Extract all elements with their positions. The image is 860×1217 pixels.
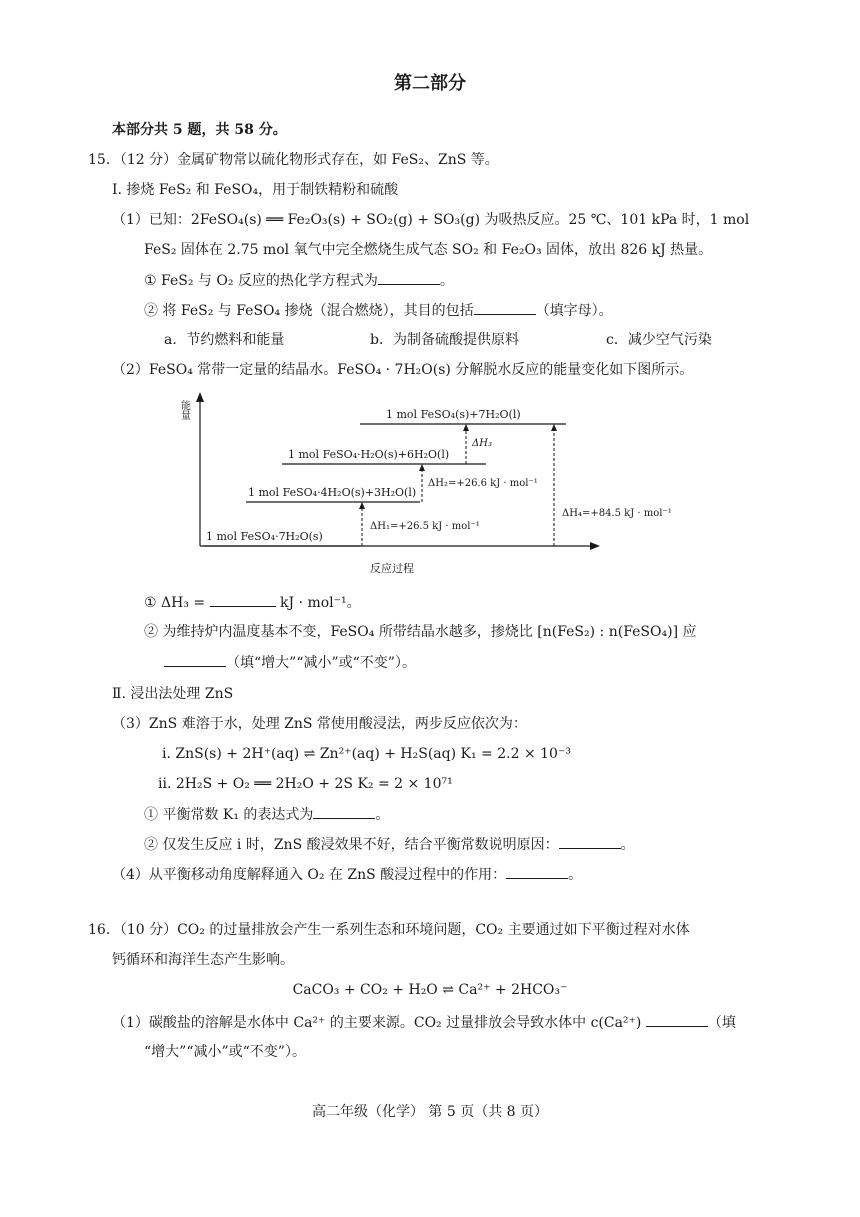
- q15-p3-sub2-end: 。: [620, 837, 635, 853]
- q15-p1-sub2-text: ② 将 FeS₂ 与 FeSO₄ 掺烧（混合燃烧），其目的包括: [144, 303, 474, 319]
- q15-p1-sub1: [144, 270, 454, 291]
- q15-p3-sub1: [144, 804, 389, 825]
- q15-p2-sub1-post: kJ · mol⁻¹。: [280, 595, 361, 611]
- q15-p1-line1: （1）已知：2FeSO₄(s) ══ Fe₂O₃(s) + SO₂(g) + SO₃(g) 为吸热反应。25 ℃、101 kPa 时，1 mol: [112, 212, 750, 228]
- q16-p1-line1-end: （填: [707, 1015, 736, 1031]
- dh3-label: ΔH₃: [472, 438, 492, 449]
- reaction-ii: ii. 2H₂S + O₂ ══ 2H₂O + 2S K₂ = 2 × 10⁷¹: [158, 776, 453, 792]
- section-intro: 本部分共 5 题，共 58 分。: [112, 122, 287, 138]
- q16-p1-line2: “增大”“减小”或“不变”）。: [144, 1044, 306, 1060]
- answer-blank[interactable]: [646, 1012, 708, 1027]
- option-b: b．为制备硫酸提供原料: [370, 332, 519, 348]
- level-label-1: 1 mol FeSO₄·4H₂O(s)+3H₂O(l): [248, 486, 417, 499]
- answer-blank[interactable]: [210, 592, 276, 607]
- q16-heading-line1: 16．（10 分）CO₂ 的过量排放会产生一系列生态和环境问题，CO₂ 主要通过如下平衡过程对水体: [88, 922, 690, 938]
- x-axis-label: 反应过程: [370, 562, 414, 575]
- q16-equation: CaCO₃ + CO₂ + H₂O ⇌ Ca²⁺ + 2HCO₃⁻: [292, 982, 568, 998]
- q15-p1-sub2: [144, 300, 613, 321]
- q16-heading-line2: 钙循环和海洋生态产生影响。: [112, 952, 294, 968]
- reaction-i: i. ZnS(s) + 2H⁺(aq) ⇌ Zn²⁺(aq) + H₂S(aq) K₁ = 2.2 × 10⁻³: [162, 746, 571, 762]
- answer-blank[interactable]: [506, 864, 568, 879]
- dh1-label: ΔH₁=+26.5 kJ · mol⁻¹: [370, 521, 480, 532]
- answer-blank[interactable]: [164, 652, 226, 667]
- q15-p2-sub2-line1: ② 为维持炉内温度基本不变，FeSO₄ 所带结晶水越多，掺烧比 [n(FeS₂) : n(FeSO₄)] 应: [144, 624, 697, 640]
- q15-section-1: Ⅰ. 掺烧 FeS₂ 和 FeSO₄，用于制铁精粉和硫酸: [112, 182, 399, 198]
- q15-p4: [112, 864, 582, 885]
- page-footer: 高二年级（化学） 第 5 页（共 8 页）: [311, 1104, 549, 1120]
- q15-p2-sub2-line2-text: （填“增大”“减小”或“不变”）。: [226, 655, 416, 671]
- q15-p3-line: （3）ZnS 难溶于水，处理 ZnS 常使用酸浸法，两步反应依次为：: [112, 716, 527, 732]
- level-label-2: 1 mol FeSO₄·H₂O(s)+6H₂O(l): [288, 448, 450, 461]
- answer-blank[interactable]: [378, 270, 440, 285]
- answer-blank[interactable]: [313, 804, 375, 819]
- q16-p1-line1-text: （1）碳酸盐的溶解是水体中 Ca²⁺ 的主要来源。CO₂ 过量排放会导致水体中 c(Ca²⁺): [112, 1015, 642, 1031]
- q15-p2-line: （2）FeSO₄ 常带一定量的结晶水。FeSO₄ · 7H₂O(s) 分解脱水反应的能量变化如下图所示。: [112, 362, 694, 378]
- energy-diagram: [170, 388, 690, 578]
- q15-p1-sub2-end: （填字母）。: [535, 303, 613, 319]
- option-a: a．节约燃料和能量: [164, 332, 285, 348]
- q15-p3-sub1-text: ① 平衡常数 K₁ 的表达式为: [144, 807, 314, 823]
- level-label-top: 1 mol FeSO₄(s)+7H₂O(l): [386, 408, 521, 421]
- q15-p2-sub2-line2: [164, 652, 416, 673]
- q15-p2-sub1-pre: ① ΔH₃ =: [144, 595, 206, 611]
- q15-section-2: Ⅱ. 浸出法处理 ZnS: [112, 686, 234, 702]
- q15-p3-sub1-end: 。: [375, 807, 390, 823]
- y-axis-label: 能量: [178, 400, 190, 420]
- q15-p4-text: （4）从平衡移动角度解释通入 O₂ 在 ZnS 酸浸过程中的作用：: [112, 867, 507, 883]
- y-axis-arrow: [196, 392, 204, 402]
- q15-p3-sub2: [144, 834, 635, 855]
- q15-p1-sub1-text: ① FeS₂ 与 O₂ 反应的热化学方程式为: [144, 273, 378, 289]
- dh4-label: ΔH₄=+84.5 kJ · mol⁻¹: [562, 508, 672, 519]
- answer-blank[interactable]: [559, 834, 621, 849]
- q15-p2-sub1: [144, 592, 361, 613]
- level-label-base: 1 mol FeSO₄·7H₂O(s): [206, 530, 323, 543]
- x-axis-arrow: [590, 542, 600, 550]
- q15-p4-end: 。: [568, 867, 583, 883]
- option-c: c．减少空气污染: [606, 332, 712, 348]
- answer-blank[interactable]: [474, 300, 536, 315]
- q15-p3-sub2-text: ② 仅发生反应 i 时，ZnS 酸浸效果不好，结合平衡常数说明原因：: [144, 837, 559, 853]
- q15-heading: 15．（12 分）金属矿物常以硫化物形式存在，如 FeS₂、ZnS 等。: [88, 152, 499, 168]
- q16-p1-line1: [112, 1012, 736, 1033]
- dh2-label: ΔH₂=+26.6 kJ · mol⁻¹: [428, 478, 538, 489]
- q15-p1-line2: FeS₂ 固体在 2.75 mol 氧气中完全燃烧生成气态 SO₂ 和 Fe₂O₃ 固体，放出 826 kJ 热量。: [144, 242, 713, 258]
- page-title: 第二部分: [394, 73, 466, 94]
- q15-p1-sub1-end: 。: [439, 273, 454, 289]
